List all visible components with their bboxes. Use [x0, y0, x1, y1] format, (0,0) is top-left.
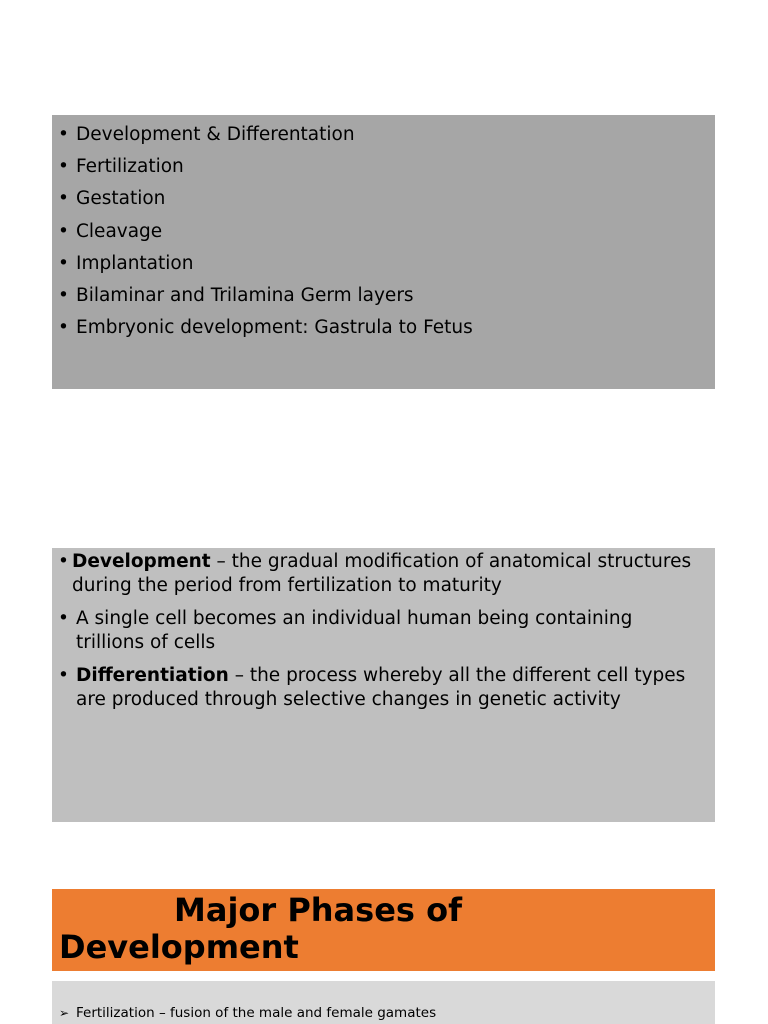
bullet-icon: •	[58, 317, 69, 339]
arrow-bullet-icon: ➢	[59, 1006, 70, 1020]
section-title: Major Phases of Development	[59, 891, 462, 966]
topic-item: • Embryonic development: Gastrula to Fetus	[58, 312, 705, 344]
definition-text: – the gradual modification of anatomical structures during the period from fertilization to maturity	[72, 551, 692, 596]
definition-term: Differentiation	[76, 665, 229, 686]
bullet-icon: •	[58, 665, 69, 686]
definition-item	[58, 550, 701, 598]
definitions-list	[58, 550, 701, 712]
phases-list	[58, 1003, 705, 1023]
bullet-icon: •	[58, 156, 69, 178]
section-title-banner	[52, 889, 715, 971]
definition-text: – the process whereby all the different cell types are produced through selective changes in genetic activity	[76, 665, 686, 710]
phase-item: ➢ Fertilization – fusion of the male and female gamates	[59, 1005, 437, 1021]
definition-item	[58, 607, 701, 655]
topic-item: • Bilaminar and Trilamina Germ layers	[58, 280, 705, 312]
definition-text: A single cell becomes an individual human being containing trillions of cells	[76, 608, 633, 653]
definition-term: Development	[72, 551, 211, 572]
bullet-icon: •	[58, 252, 69, 274]
bullet-icon: •	[58, 551, 69, 572]
bullet-icon: •	[58, 285, 69, 307]
topics-panel	[52, 115, 715, 389]
topic-item: • Implantation	[58, 248, 705, 280]
bullet-icon: •	[58, 220, 69, 242]
definitions-panel	[52, 548, 715, 822]
phases-panel	[52, 981, 715, 1024]
definition-item	[58, 664, 701, 712]
bullet-icon: •	[58, 608, 69, 629]
bullet-icon: •	[58, 188, 69, 210]
topic-item: • Cleavage	[58, 216, 705, 248]
topics-list	[58, 119, 705, 344]
topic-item: • Fertilization	[58, 151, 705, 183]
topic-item: • Gestation	[58, 183, 705, 215]
topic-item: • Development & Differentation	[58, 119, 705, 151]
bullet-icon: •	[58, 124, 69, 145]
